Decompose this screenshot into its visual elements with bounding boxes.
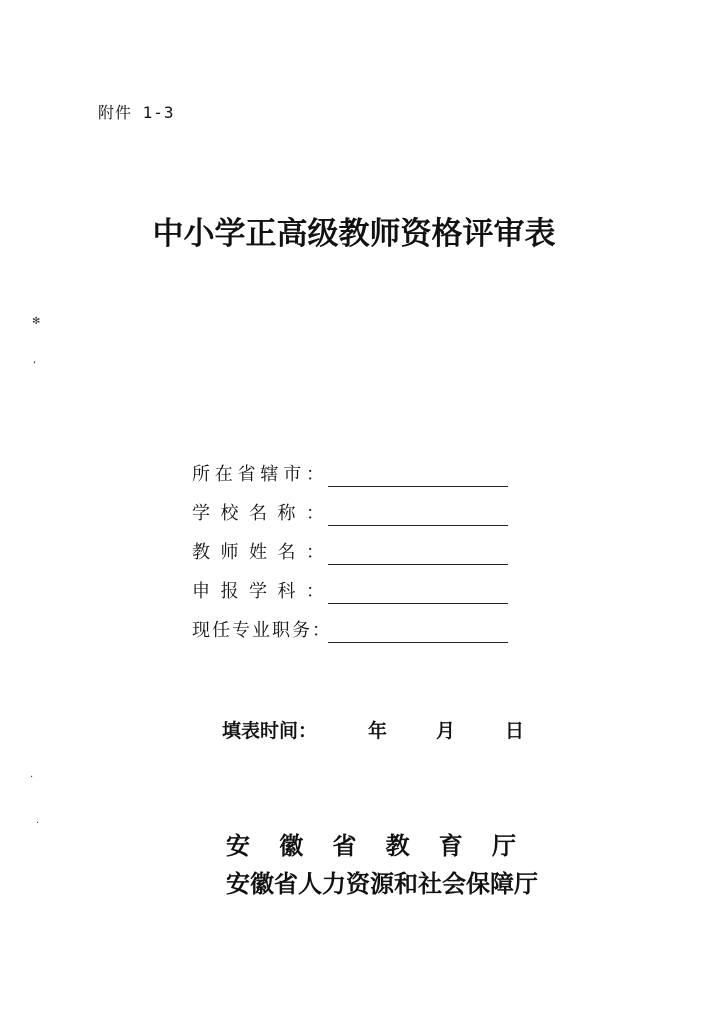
field-label-subject: 申报学科：	[192, 581, 326, 602]
issuer-hr-department: 安徽省人力资源和社会保障厅	[226, 869, 538, 898]
field-row-city	[192, 448, 522, 487]
issuer-char: 安	[226, 831, 250, 860]
scan-speck: ·	[36, 818, 40, 829]
field-row-school	[192, 487, 522, 526]
info-fields	[192, 448, 522, 643]
document-title: 中小学正高级教师资格评审表	[152, 216, 556, 252]
scan-speck: ·	[30, 772, 34, 783]
attachment-label: 附件 1-3	[98, 103, 175, 122]
fill-date-label: 填表时间：	[222, 720, 318, 742]
issuer-char: 厅	[491, 831, 516, 860]
field-label-school: 学校名称：	[192, 503, 326, 524]
field-blank-position	[328, 620, 508, 643]
fill-date-month: 月	[436, 720, 456, 742]
field-blank-school	[328, 503, 508, 526]
issuer-char: 教	[385, 831, 410, 860]
field-blank-subject	[328, 581, 508, 604]
field-row-position	[192, 604, 522, 643]
scan-speck: ‘	[33, 360, 37, 371]
scan-speck: ✻	[32, 316, 41, 327]
field-label-city: 所在省辖市：	[192, 464, 326, 485]
fill-date-year: 年	[368, 720, 388, 742]
field-label-teacher-name: 教师姓名：	[192, 542, 326, 563]
field-row-teacher-name	[192, 526, 522, 565]
field-row-subject	[192, 565, 522, 604]
issuer-char: 徽	[279, 831, 304, 860]
field-blank-city	[328, 464, 508, 487]
fill-date-day: 日	[505, 720, 525, 742]
field-label-position: 现任专业职务：	[192, 620, 332, 641]
field-blank-teacher-name	[328, 542, 508, 565]
issuer-char: 育	[438, 831, 463, 860]
issuer-education-department	[226, 826, 516, 861]
issuer-char: 省	[332, 831, 357, 860]
